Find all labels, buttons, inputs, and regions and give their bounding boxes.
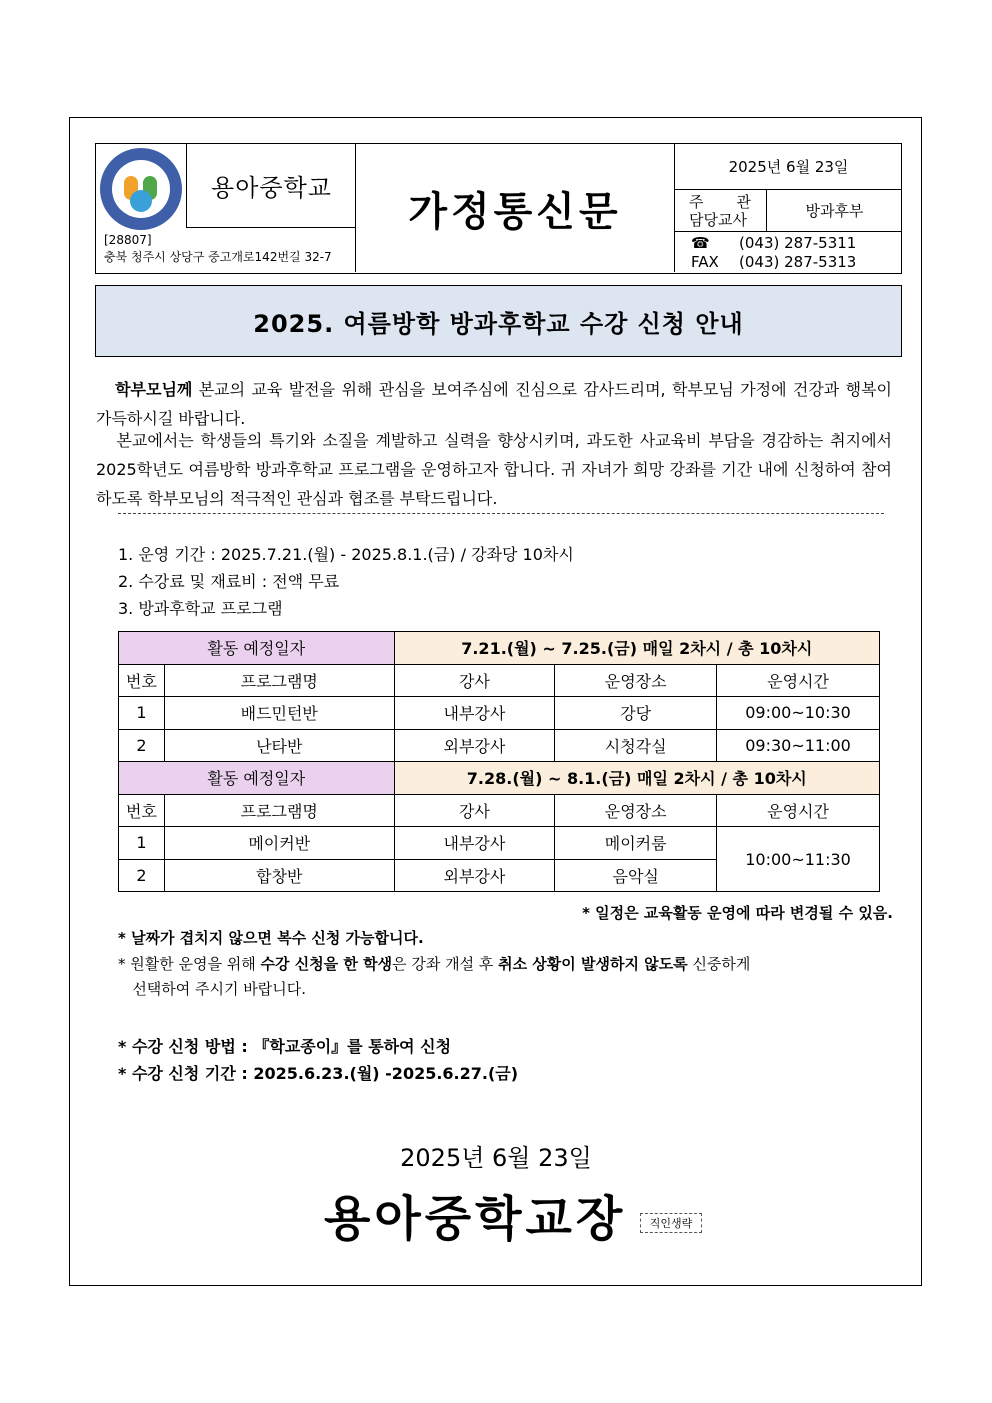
header-cell: 번호 [119, 794, 165, 827]
period-label: 활동 예정일자 [119, 762, 395, 795]
divider [118, 513, 884, 514]
shared-time-cell: 10:00~11:30 [717, 827, 880, 892]
period-row [119, 762, 880, 795]
issue-info [674, 144, 901, 272]
table-row: 1 배드민턴반 내부강사 강당 09:00~10:30 [119, 697, 880, 730]
principal-signature: 용아중학교장 [324, 1191, 627, 1247]
table-row: 2 난타반 외부강사 시청각실 09:30~11:00 [119, 729, 880, 762]
newsletter-header [95, 143, 902, 274]
header-cell: 운영장소 [555, 664, 717, 697]
contact-info [691, 234, 856, 272]
header-cell: 운영장소 [555, 794, 717, 827]
newsletter-title: 가정통신문 [408, 188, 622, 235]
intro-paragraph: 본교에서는 학생들의 특기와 소질을 계발하고 실력을 향상시키며, 과도한 사교육비 부담을 경감하는 취지에서 2025학년도 여름방학 방과후학교 프로그램을 운영하고자 합니다. 귀 자녀가 희망 강좌를 기간 내에 신청하여 참여하도록 학부모님의 적극적인 관심과 협조를 부탁드립니다. [96, 431, 892, 508]
header-cell: 강사 [394, 664, 555, 697]
postal-code: [28807] [104, 233, 152, 247]
school-name: 용아중학교 [186, 144, 356, 228]
phone-number: (043) 287-5311 [739, 234, 857, 252]
issue-date: 2025년 6월 23일 [675, 144, 902, 190]
footer-date: 2025년 6월 23일 [400, 1144, 592, 1172]
header-cell: 프로그램명 [164, 664, 394, 697]
multi-apply-note: * 날짜가 겹치지 않으면 복수 신청 가능합니다. [118, 929, 424, 947]
address-line: 충북 청주시 상당구 중고개로142번길 32-7 [104, 250, 332, 264]
table-header-row [119, 664, 880, 697]
notice-title: 2025. 여름방학 방과후학교 수강 신청 안내 [95, 285, 902, 357]
program-heading: 3. 방과후학교 프로그램 [118, 599, 283, 618]
period-value: 7.28.(월) ~ 8.1.(금) 매일 2차시 / 총 10차시 [394, 762, 879, 795]
fee-info: 2. 수강료 및 재료비 : 전액 무료 [118, 572, 340, 591]
dept-label: 주 관 담당교사 [675, 190, 767, 232]
apply-method: * 수강 신청 방법 : 『학교종이』를 통하여 신청 [118, 1037, 452, 1056]
program-table [118, 631, 880, 892]
dept-value: 방과후부 [767, 190, 902, 232]
table-row: 2 합창반 외부강사 음악실 [119, 859, 880, 892]
fax-number: (043) 287-5313 [739, 253, 857, 271]
apply-period: * 수강 신청 기간 : 2025.6.23.(월) -2025.6.27.(금) [118, 1064, 519, 1083]
table-row: 1 메이커반 내부강사 메이커룸 10:00~11:30 [119, 827, 880, 860]
fax-label: FAX [691, 253, 719, 271]
header-cell: 운영시간 [717, 794, 880, 827]
table-header-row [119, 794, 880, 827]
header-cell: 번호 [119, 664, 165, 697]
school-logo-icon [100, 148, 182, 230]
header-cell: 강사 [394, 794, 555, 827]
schedule-note: * 일정은 교육활동 운영에 따라 변경될 수 있음. [582, 904, 893, 922]
period-value: 7.21.(월) ~ 7.25.(금) 매일 2차시 / 총 10차시 [394, 632, 879, 665]
phone-icon: ☎ [691, 234, 710, 252]
cancel-note: * 원활한 운영을 위해 수강 신청을 한 학생은 강좌 개설 후 취소 상황이 발생하지 않도록 신중하게 선택하여 주시기 바랍니다. [118, 955, 751, 998]
school-address [104, 232, 332, 266]
greeting-paragraph: 학부모님께 본교의 교육 발전을 위해 관심을 보여주심에 진심으로 감사드리며, 학부모님 가정에 건강과 행복이 가득하시길 바랍니다. [96, 380, 892, 428]
header-cell: 운영시간 [717, 664, 880, 697]
period-label: 활동 예정일자 [119, 632, 395, 665]
operation-period: 1. 운영 기간 : 2025.7.21.(월) - 2025.8.1.(금) / 강좌당 10차시 [118, 545, 574, 564]
period-row [119, 632, 880, 665]
seal-omitted: 직인생략 [640, 1213, 702, 1233]
header-cell: 프로그램명 [164, 794, 394, 827]
school-info [96, 144, 356, 272]
